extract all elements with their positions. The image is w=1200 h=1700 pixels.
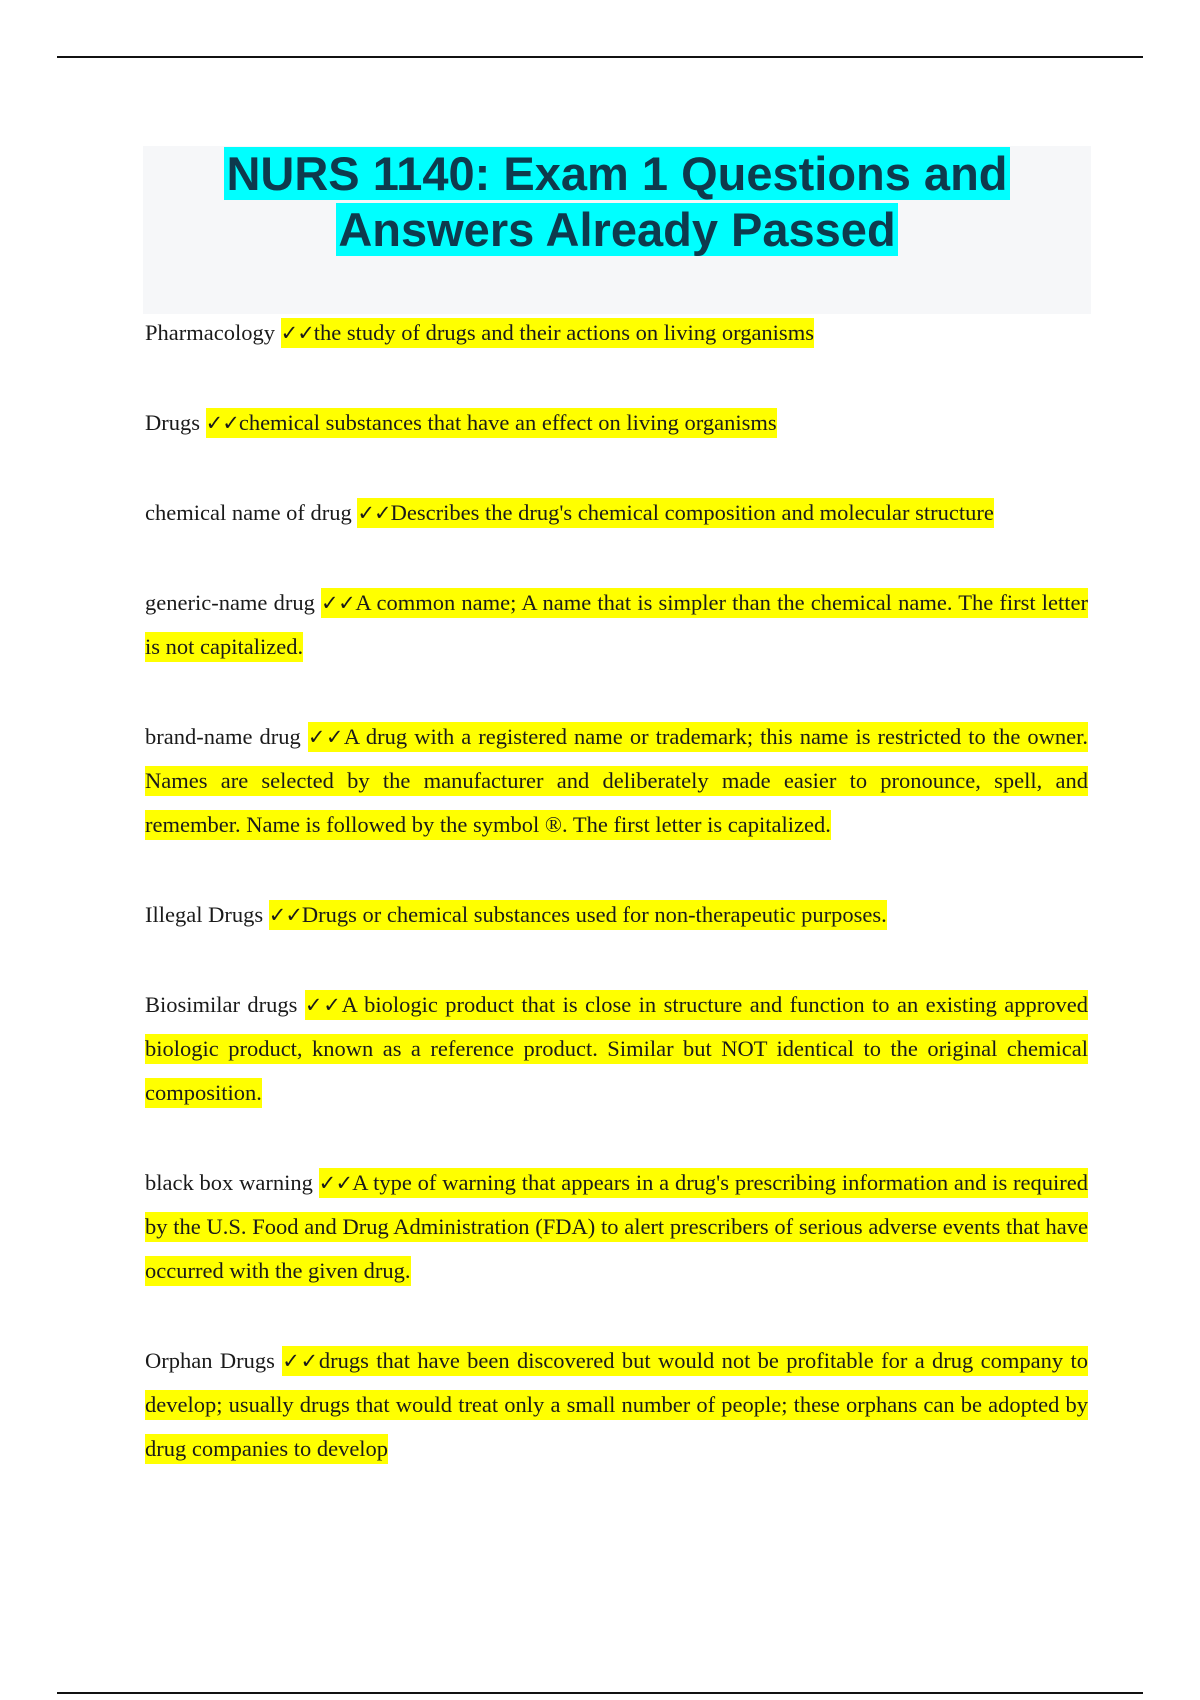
- qa-term: generic-name drug: [145, 590, 315, 615]
- qa-entry-orphan-drugs: [145, 1339, 1088, 1471]
- qa-answer: [281, 318, 814, 348]
- qa-definition: A type of warning that appears in a drug's prescribing information and is required by the U.S. Food and Drug Administration (FDA) to alert prescribers of serious adverse events that have occurred with the given drug.: [145, 1170, 1088, 1283]
- check-icon: ✓✓: [268, 903, 302, 927]
- qa-answer: [145, 1346, 1088, 1464]
- title-block: [143, 146, 1091, 314]
- check-icon: ✓✓: [280, 321, 314, 345]
- qa-entry-pharmacology: [145, 311, 1088, 355]
- qa-definition: Drugs or chemical substances used for non-therapeutic purposes.: [301, 902, 887, 927]
- top-rule: [57, 56, 1143, 58]
- qa-definition: A drug with a registered name or trademark; this name is restricted to the owner. Names are selected by the manufacturer and deliberately made easier to pronounce, spell, and remember. Name is followed by the symbol ®. The first letter is capitalized.: [145, 724, 1088, 837]
- check-icon: ✓✓: [318, 1171, 353, 1195]
- qa-term: Drugs: [145, 410, 200, 435]
- qa-entry-black-box-warning: [145, 1161, 1088, 1293]
- check-icon: ✓✓: [205, 411, 239, 435]
- document-title: [143, 146, 1091, 258]
- qa-answer: [269, 900, 887, 930]
- qa-term: brand-name drug: [145, 724, 301, 749]
- check-icon: ✓✓: [321, 591, 356, 615]
- qa-entry-chemical-name: [145, 491, 1088, 535]
- qa-definition: the study of drugs and their actions on living organisms: [313, 320, 814, 345]
- qa-entry-illegal-drugs: [145, 893, 1088, 937]
- qa-list: [145, 311, 1088, 1517]
- qa-answer: [206, 408, 777, 438]
- bottom-rule: [57, 1692, 1143, 1694]
- check-icon: ✓✓: [304, 993, 342, 1017]
- qa-term: black box warning: [145, 1170, 313, 1195]
- qa-entry-brand-name: [145, 715, 1088, 847]
- qa-answer: [357, 498, 993, 528]
- title-line-1: NURS 1140: Exam 1 Questions and: [226, 147, 1008, 200]
- qa-term: Biosimilar drugs: [145, 992, 298, 1017]
- qa-definition: Describes the drug's chemical composition and molecular structure: [390, 500, 994, 525]
- title-line-2: Answers Already Passed: [338, 203, 896, 256]
- qa-definition: A common name; A name that is simpler than the chemical name. The first letter is not capitalized.: [145, 590, 1089, 659]
- qa-term: Illegal Drugs: [145, 902, 264, 927]
- qa-term: Orphan Drugs: [145, 1348, 275, 1373]
- check-icon: ✓✓: [357, 501, 391, 525]
- qa-entry-biosimilar: [145, 983, 1088, 1115]
- qa-term: Pharmacology: [145, 320, 275, 345]
- qa-entry-drugs: [145, 401, 1088, 445]
- check-icon: ✓✓: [282, 1349, 319, 1373]
- qa-term: chemical name of drug: [145, 500, 352, 525]
- qa-definition: drugs that have been discovered but would not be profitable for a drug company to develop; usually drugs that would treat only a small number of people; these orphans can be adopted by drug companies to develop: [145, 1348, 1088, 1461]
- qa-definition: A biologic product that is close in structure and function to an existing approved biologic product, known as a reference product. Similar but NOT identical to the original chemical composition.: [145, 992, 1089, 1105]
- qa-entry-generic-name: [145, 581, 1088, 669]
- check-icon: ✓✓: [307, 725, 344, 749]
- qa-definition: chemical substances that have an effect on living organisms: [238, 410, 777, 435]
